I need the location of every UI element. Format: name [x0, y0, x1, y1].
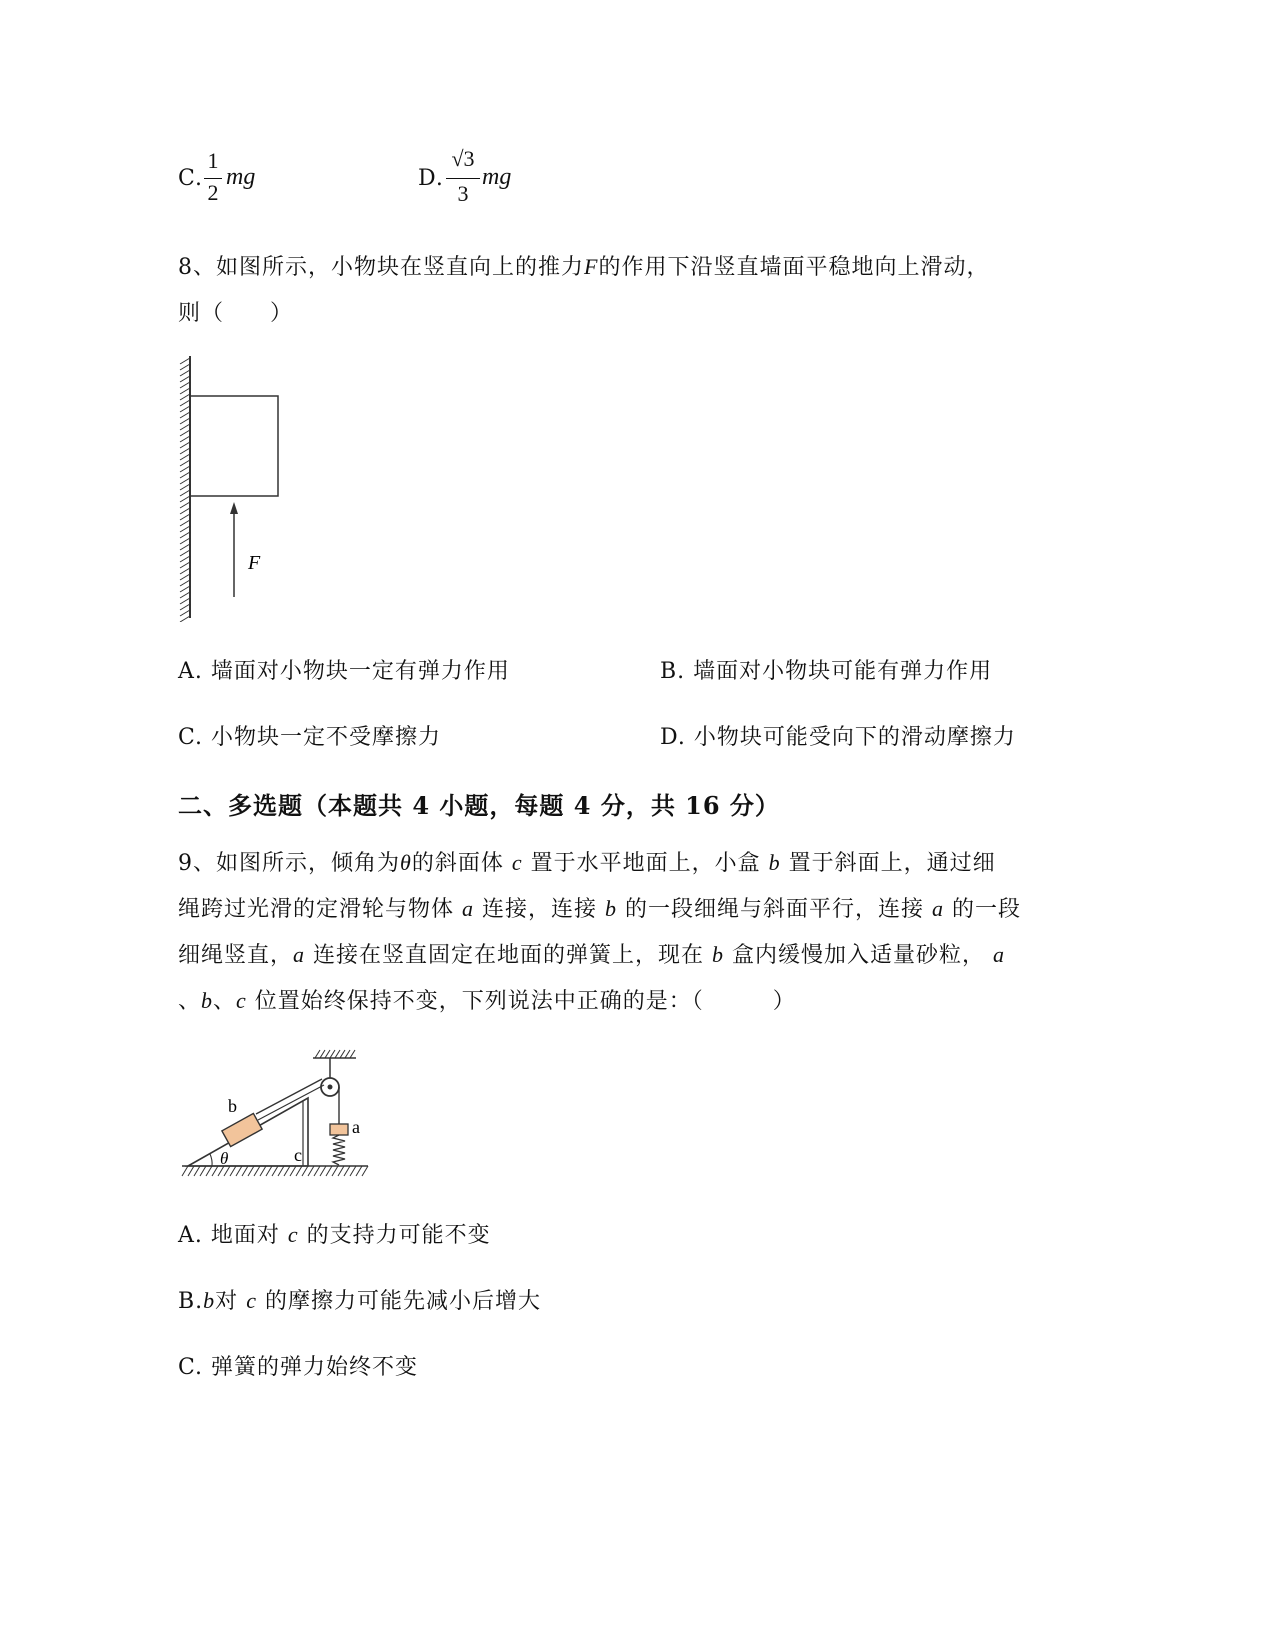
box-b: [222, 1113, 262, 1146]
q8-figure: [170, 350, 300, 622]
q7-option-c-label: C.: [178, 166, 204, 191]
label-b: b: [228, 1096, 237, 1116]
q7-option-d-denominator: 3: [457, 181, 469, 206]
q8-option-b: B. 墙面对小物块可能有弹力作用: [660, 659, 993, 684]
q8-option-d: D. 小物块可能受向下的滑动摩擦力: [660, 725, 1016, 750]
q7-option-c-fraction: [204, 148, 222, 208]
q9-stem-line3: 细绳竖直，a 连接在竖直固定在地面的弹簧上，现在 b 盒内缓慢加入适量砂粒， a: [178, 942, 1006, 968]
label-a: a: [352, 1117, 360, 1137]
q9-option-c: C. 弹簧的弹力始终不变: [178, 1355, 419, 1380]
label-theta: θ: [220, 1149, 229, 1168]
label-c: c: [294, 1145, 302, 1165]
q7-option-c-numerator: 1: [207, 148, 219, 173]
block: [190, 396, 278, 496]
q7-option-d-fraction: [446, 146, 480, 210]
q7-option-c-denominator: 2: [207, 180, 219, 205]
spring: [333, 1135, 345, 1165]
q7-option-c-tail: mg: [226, 164, 256, 190]
q7-option-d-tail: mg: [482, 164, 512, 190]
q8-stem-line2: 则（ ）: [178, 301, 294, 326]
q9-stem-line2: 绳跨过光滑的定滑轮与物体 a 连接，连接 b 的一段细绳与斜面平行，连接 a 的一段: [178, 896, 1022, 922]
q8-stem-line1: 8、如图所示，小物块在竖直向上的推力F的作用下沿竖直墙面平稳地向上滑动，: [178, 254, 990, 280]
q8-option-a: A. 墙面对小物块一定有弹力作用: [178, 659, 510, 684]
q9-stem-line4: 、b、c 位置始终保持不变，下列说法中正确的是：（ ）: [178, 988, 796, 1014]
q9-option-a: A. 地面对 c 的支持力可能不变: [178, 1222, 491, 1248]
angle-arc: [210, 1154, 212, 1166]
force-arrow-head: [230, 502, 238, 514]
q9-stem-line1: 9、如图所示，倾角为θ的斜面体 c 置于水平地面上，小盒 b 置于斜面上，通过细: [178, 850, 996, 876]
block-a: [330, 1124, 348, 1135]
q8-option-c: C. 小物块一定不受摩擦力: [178, 725, 442, 750]
q7-option-d-label: D.: [418, 166, 444, 191]
q7-option-d-numerator: √3: [451, 146, 475, 171]
q9-figure: [178, 1044, 373, 1180]
force-label: F: [248, 552, 261, 574]
section2-heading: 二、多选题（本题共 4 小题，每题 4 分，共 16 分）: [178, 791, 780, 820]
q9-option-b: B.b对 c 的摩擦力可能先减小后增大: [178, 1288, 541, 1314]
